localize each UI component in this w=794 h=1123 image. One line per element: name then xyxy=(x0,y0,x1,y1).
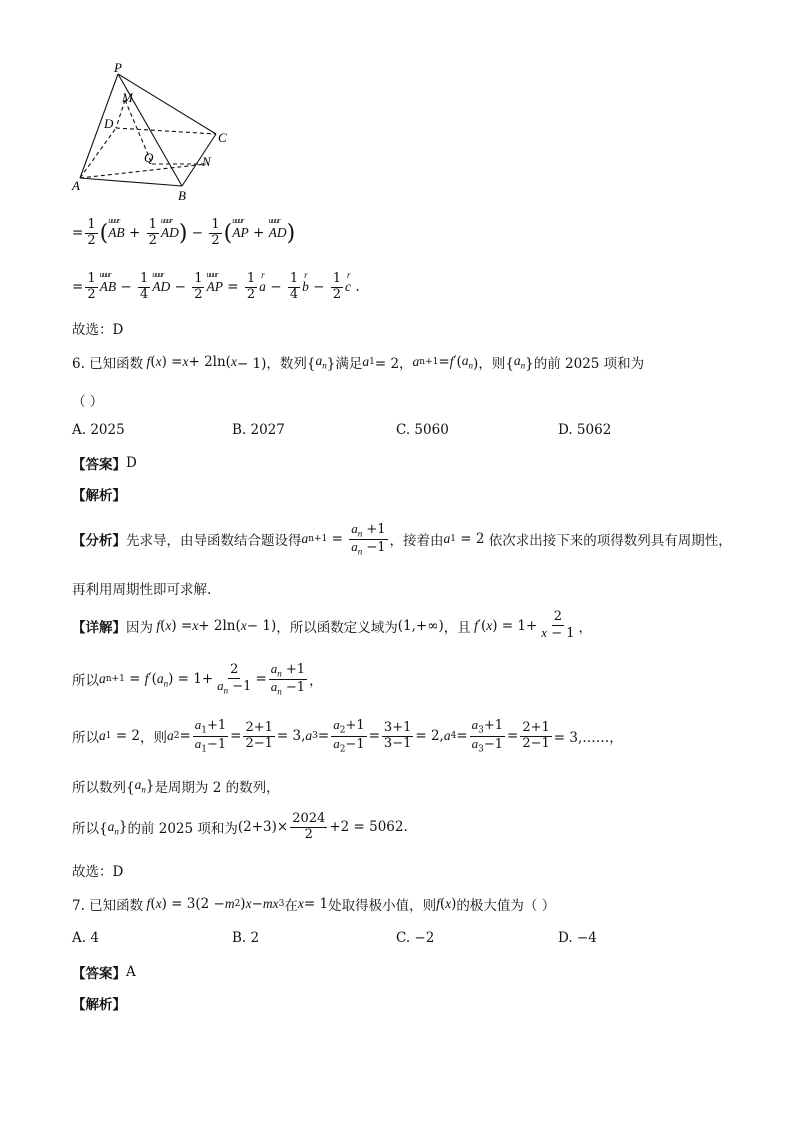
q6-fenxi-2: 再利用周期性即可求解. xyxy=(72,582,212,598)
pyramid-figure xyxy=(70,62,240,208)
q6-option-d: D. 5062 xyxy=(558,422,612,438)
q6-sum-line: 所以{ $a_n$ } 的前 2025 项和为 (2+3)× $\frac{2024}{2}$ +2 = 5062. xyxy=(72,811,408,842)
vertex-label-p: P xyxy=(114,62,122,75)
q6-detail: 【详解】 因为 f ( x ) = x + 2ln( x − 1) ，所以函数定义域为 (1,+∞) ，且 f ′( x ) = 1+ $\frac{2}{x - 1}$ ， xyxy=(72,609,592,641)
q7-option-b: B. 2 xyxy=(232,930,260,946)
q7-stem: 7. 已知函数 f ( x ) = 3(2 − m 2 ) x − mx 3 在 x = 1 处取得极小值，则 f ( x ) 的极大值为（ ） xyxy=(72,896,556,914)
q6-option-b: B. 2027 xyxy=(232,422,285,438)
choice-line-q5: 故选：D xyxy=(72,322,124,338)
vertex-label-c: C xyxy=(218,130,227,145)
q7-option-d: D. −4 xyxy=(558,930,597,946)
q6-terms-line: 所以 a 1 = 2 ，则 a 2 = $\frac{a_1+1}{a_1-1}$ = $\frac{2+1}{2-1}$ = 3, a 3 = $\frac{a_2+1}{a_2-1}$ = $\frac{3+1}{3-1}$ = 2, a 4 = $\frac{a_3+1}{a_3-1}$ = $\frac{2+1}{2-1}$ = 3,……， xyxy=(72,717,623,755)
q6-derivative-line: 所以 a n+1 = f ′( $a_n$ ) = 1+ $\frac{2}{a_n -1}$ = $\frac{a_n +1}{a_n -1}$ ， xyxy=(72,661,323,697)
q7-analysis-label: 【解析】 xyxy=(72,997,126,1013)
q6-answer: 【答案】 D xyxy=(72,455,137,473)
q7-option-a: A. 4 xyxy=(72,930,99,946)
derivation-line-2: = $\frac{1}{2}$ uuur AB − $\frac{1}{4}$ uuur AD − $\frac{1}{2}$ uuur AP = $\frac{1}{2}$ r a − $\frac{1}{4}$ r b − $\frac{1}{2}$ r c . xyxy=(72,272,360,303)
q7-answer: 【答案】 A xyxy=(72,964,136,982)
vertex-label-a: A xyxy=(72,178,80,193)
q6-period-line: 所以数列{ $a_n$ } 是周期为 2 的数列， xyxy=(72,777,280,796)
q6-analysis-label: 【解析】 xyxy=(72,488,126,504)
point-label-q: Q xyxy=(144,150,154,165)
q6-stem: 6. 已知函数 f ( x ) = x + 2ln( x − 1)，数列{ $a_n$ }满足 a 1 = 2， a n+1 = f ′( $a_n$ )，则{ $a_n$ }的前 2025 项和为 xyxy=(72,353,645,372)
q6-option-c: C. 5060 xyxy=(396,422,449,438)
q6-choose: 故选：D xyxy=(72,864,124,880)
q6-fenxi: 【分析】 先求导，由导函数结合题设得 a n+1 = $\frac{a_n +1}{a_n -1}$ ，接着由 a 1 = 2 依次求出接下来的项得数列具有周期性， xyxy=(72,521,732,557)
point-label-n: N xyxy=(202,154,211,169)
vertex-label-d: D xyxy=(104,116,114,131)
q6-option-a: A. 2025 xyxy=(72,422,125,438)
q7-option-c: C. −2 xyxy=(396,930,435,946)
vertex-label-b: B xyxy=(178,188,186,203)
derivation-line-1: = $\frac{1}{2}$ ( uuur AB + $\frac{1}{2}$ uuur AD ) − $\frac{1}{2}$ ( uuur AP + uuur AD ) xyxy=(72,218,295,249)
point-label-m: M xyxy=(122,90,133,105)
q6-paren: （ ） xyxy=(72,394,104,410)
